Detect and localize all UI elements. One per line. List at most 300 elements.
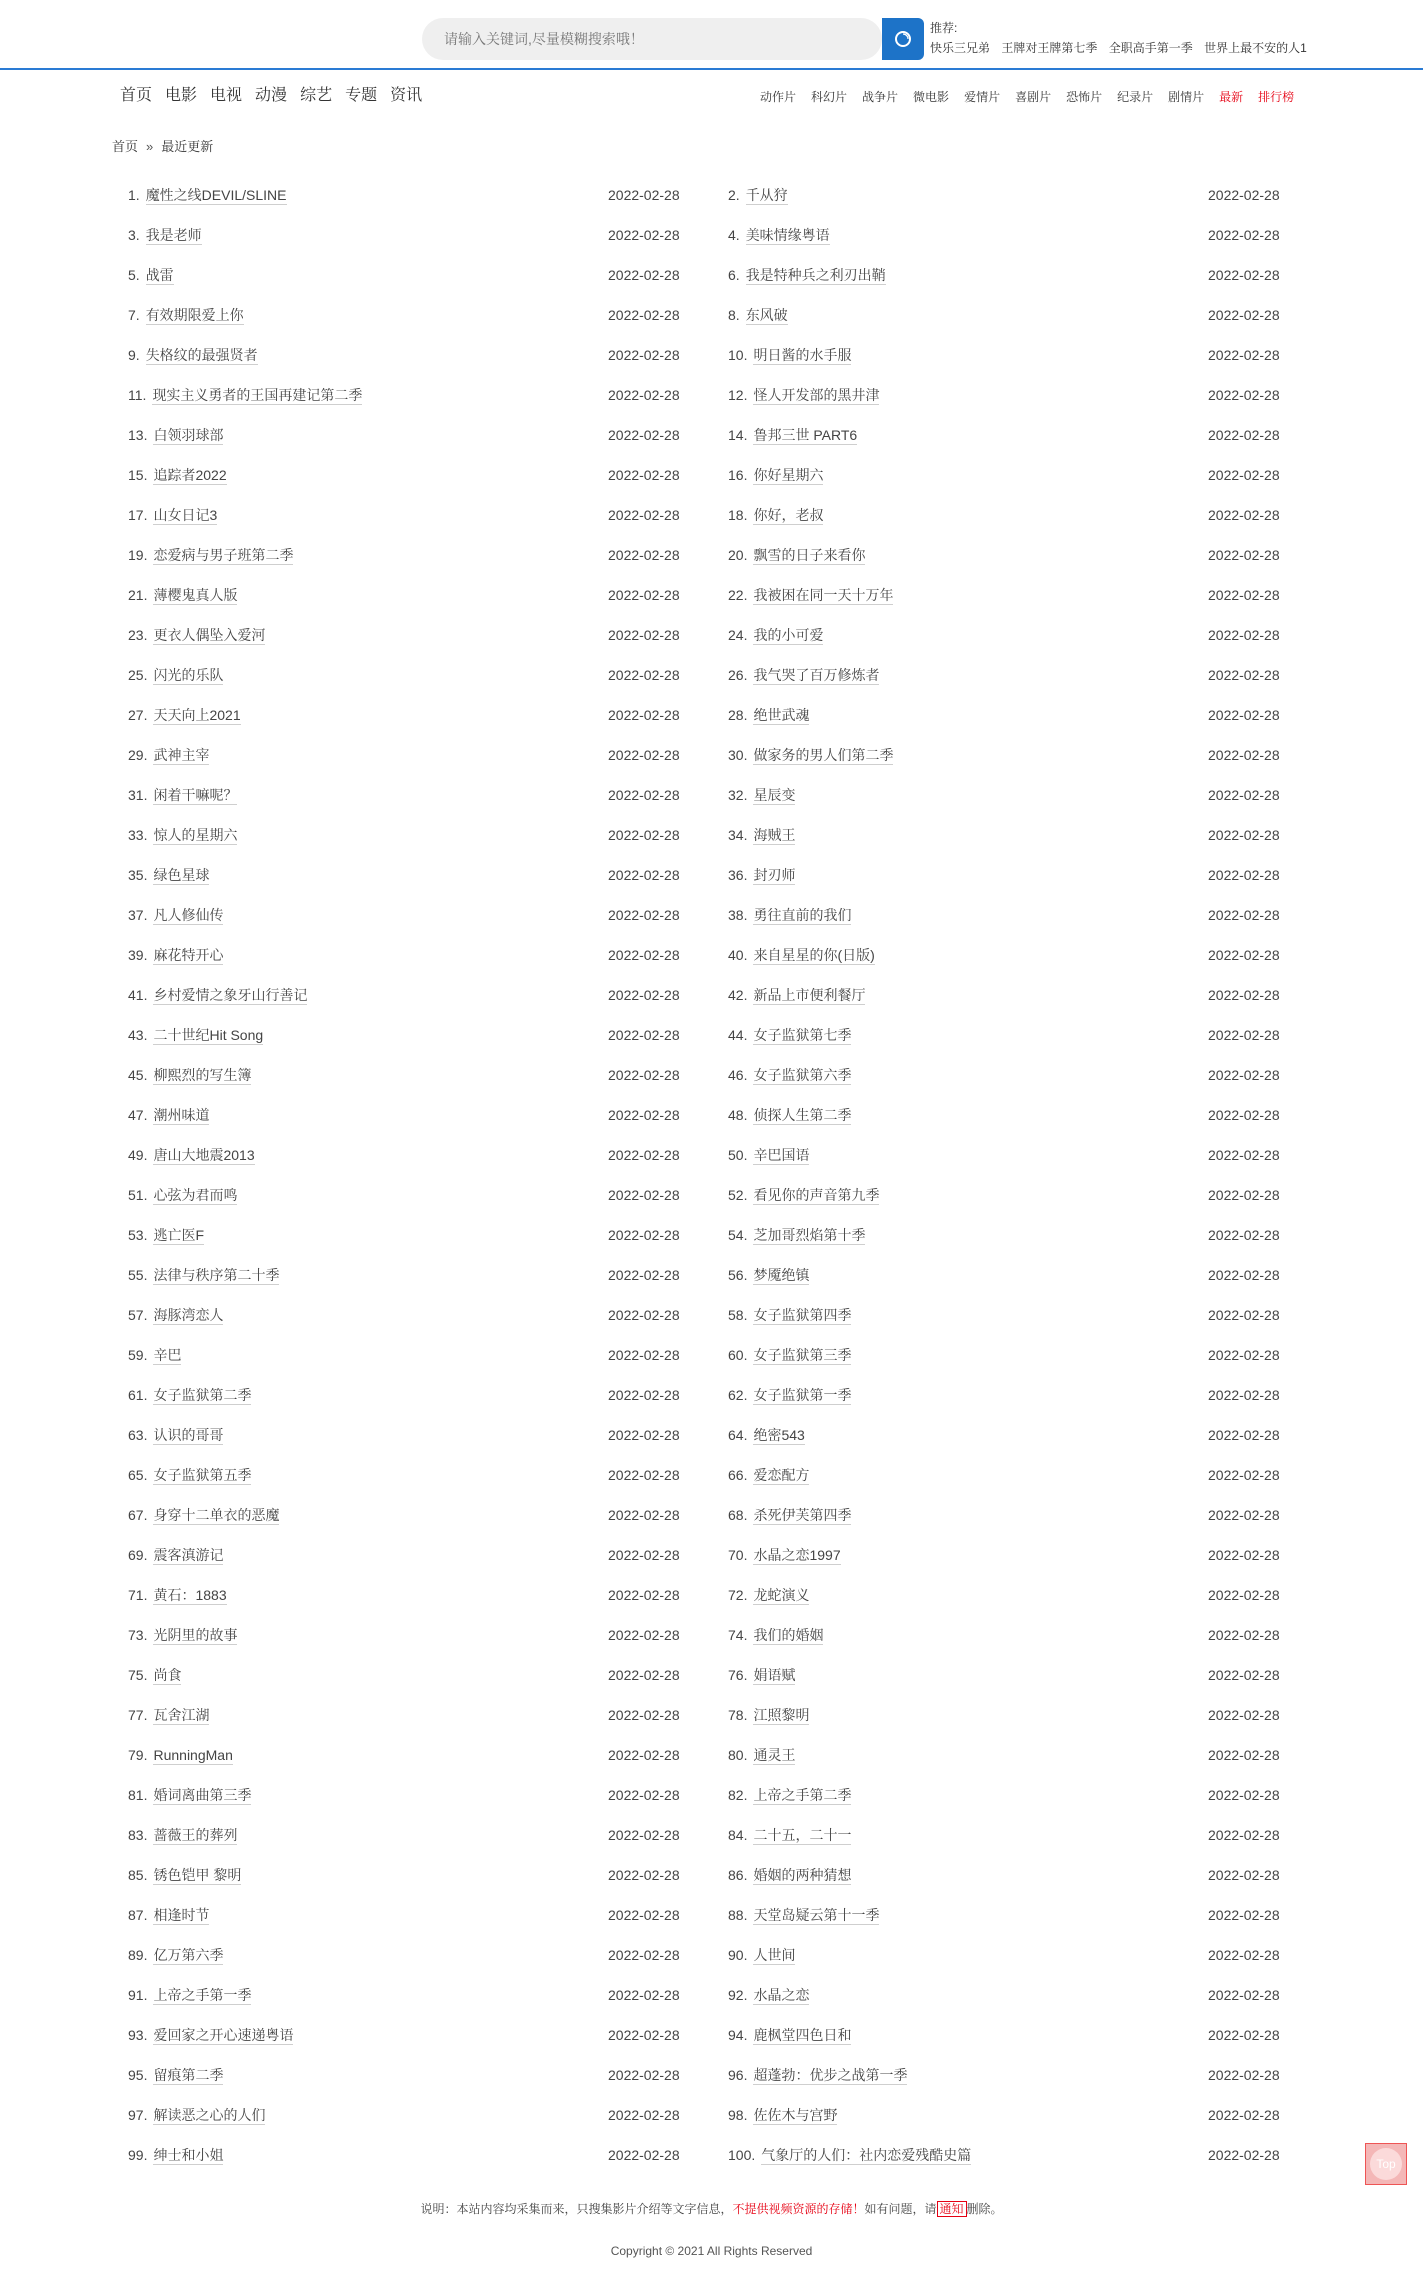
- item-date: 2022-02-28: [608, 1587, 680, 1603]
- item-title-link[interactable]: 凡人修仙传: [153, 906, 224, 923]
- list-item: [728, 1575, 1288, 1615]
- item-title-link[interactable]: 有效期限爱上你: [145, 306, 244, 323]
- list-item: [128, 455, 728, 495]
- item-title-link[interactable]: 失格纹的最强贤者: [145, 346, 258, 363]
- item-title-link[interactable]: 黄石：1883: [153, 1586, 227, 1603]
- item-number: 69.: [128, 1547, 148, 1563]
- item-title-link[interactable]: 绝世武魂: [753, 706, 810, 723]
- item-title-link[interactable]: 明日酱的水手服: [753, 346, 852, 363]
- item-title-link[interactable]: 麻花特开心: [153, 946, 224, 963]
- hot-link[interactable]: 全职高手第一季: [1108, 41, 1193, 55]
- item-number: 58.: [728, 1307, 748, 1323]
- hot-recommend: [930, 18, 1315, 58]
- item-title-link[interactable]: 看见你的声音第九季: [753, 1186, 880, 1203]
- item-title-link[interactable]: 女子监狱第一季: [753, 1386, 852, 1403]
- item-title-link[interactable]: 鲁邦三世 PART6: [753, 426, 858, 443]
- list-item: [128, 1375, 728, 1415]
- item-title-link[interactable]: 更衣人偶坠入爱河: [153, 626, 266, 643]
- item-number: 56.: [728, 1267, 748, 1283]
- item-number: 89.: [128, 1947, 148, 1963]
- list-item: [128, 735, 728, 775]
- cat-latest[interactable]: 最新: [1219, 90, 1244, 104]
- footer-note-text: 说明：本站内容均采集而来，只搜集影片介绍等文字信息，: [420, 2202, 733, 2216]
- item-date: 2022-02-28: [608, 2107, 680, 2123]
- item-number: 90.: [728, 1947, 748, 1963]
- cat-ranking[interactable]: 排行榜: [1258, 90, 1295, 104]
- item-date: 2022-02-28: [1208, 387, 1280, 403]
- item-number: 72.: [728, 1587, 748, 1603]
- item-title-link[interactable]: 你好，老叔: [753, 506, 824, 523]
- list-item: [728, 1855, 1288, 1895]
- cat-war[interactable]: 战争片: [862, 90, 899, 104]
- item-date: 2022-02-28: [608, 827, 680, 843]
- item-title-link[interactable]: 白领羽球部: [153, 426, 224, 443]
- item-number: 46.: [728, 1067, 748, 1083]
- item-date: 2022-02-28: [608, 867, 680, 883]
- item-title-link[interactable]: 山女日记3: [153, 506, 218, 523]
- item-title-link[interactable]: 心弦为君而鸣: [153, 1186, 238, 1203]
- list-item: [728, 1615, 1288, 1655]
- list-item: [728, 1495, 1288, 1535]
- item-title-link[interactable]: 水晶之恋: [753, 1986, 810, 2003]
- main-nav: [120, 82, 435, 110]
- item-title-link[interactable]: 闲着干嘛呢？: [153, 786, 238, 803]
- item-title-link[interactable]: 现实主义勇者的王国再建记第二季: [152, 386, 363, 403]
- list-item: [128, 1175, 728, 1215]
- item-title-link[interactable]: 绿色星球: [153, 866, 210, 883]
- item-number: 80.: [728, 1747, 748, 1763]
- item-number: 45.: [128, 1067, 148, 1083]
- list-item: [728, 1815, 1288, 1855]
- item-title-link[interactable]: 辛巴国语: [753, 1146, 810, 1163]
- item-date: 2022-02-28: [608, 1747, 680, 1763]
- item-date: 2022-02-28: [608, 1387, 680, 1403]
- item-title-link[interactable]: 辛巴: [153, 1346, 182, 1363]
- item-number: 43.: [128, 1027, 148, 1043]
- item-date: 2022-02-28: [1208, 1347, 1280, 1363]
- list-item: [728, 975, 1288, 1015]
- nav-movie[interactable]: 电影: [165, 87, 198, 104]
- list-item: [128, 415, 728, 455]
- item-number: 22.: [728, 587, 748, 603]
- item-title-link[interactable]: 女子监狱第二季: [153, 1386, 252, 1403]
- cat-drama[interactable]: 剧情片: [1168, 90, 1205, 104]
- item-title-link[interactable]: 追踪者2022: [153, 466, 227, 483]
- list-item: [728, 175, 1288, 215]
- item-title-link[interactable]: 鹿枫堂四色日和: [753, 2026, 852, 2043]
- item-number: 2.: [728, 187, 740, 203]
- item-number: 4.: [728, 227, 740, 243]
- item-date: 2022-02-28: [608, 907, 680, 923]
- item-title-link[interactable]: 娟语赋: [753, 1666, 796, 1683]
- cat-action[interactable]: 动作片: [760, 90, 797, 104]
- breadcrumb-current: 最近更新: [161, 139, 214, 154]
- item-number: 6.: [728, 267, 740, 283]
- item-title-link[interactable]: 潮州味道: [153, 1106, 210, 1123]
- item-number: 27.: [128, 707, 148, 723]
- item-title-link[interactable]: 我的小可爱: [753, 626, 824, 643]
- item-number: 15.: [128, 467, 148, 483]
- breadcrumb-home[interactable]: 首页: [112, 139, 139, 154]
- item-title-link[interactable]: 江照黎明: [753, 1706, 810, 1723]
- item-title-link[interactable]: 魔性之线DEVIL/SLINE: [145, 186, 287, 203]
- item-title-link[interactable]: 做家务的男人们第二季: [753, 746, 894, 763]
- item-title-link[interactable]: 留痕第二季: [153, 2066, 224, 2083]
- item-date: 2022-02-28: [1208, 1387, 1280, 1403]
- item-date: 2022-02-28: [608, 787, 680, 803]
- category-nav: [760, 88, 1294, 106]
- list-item: [128, 1415, 728, 1455]
- item-date: 2022-02-28: [608, 1667, 680, 1683]
- item-date: 2022-02-28: [608, 347, 680, 363]
- item-number: 24.: [728, 627, 748, 643]
- item-title-link[interactable]: 千从狩: [745, 186, 788, 203]
- item-number: 23.: [128, 627, 148, 643]
- item-title-link[interactable]: 恋爱病与男子班第二季: [153, 546, 294, 563]
- item-date: 2022-02-28: [608, 467, 680, 483]
- item-date: 2022-02-28: [608, 1347, 680, 1363]
- item-title-link[interactable]: 我被困在同一天十万年: [753, 586, 894, 603]
- list-item: [128, 535, 728, 575]
- item-date: 2022-02-28: [608, 1787, 680, 1803]
- item-number: 70.: [728, 1547, 748, 1563]
- hot-link[interactable]: 王牌对王牌第七季: [1001, 41, 1098, 55]
- item-date: 2022-02-28: [608, 1027, 680, 1043]
- list-item: [728, 2095, 1288, 2135]
- item-title-link[interactable]: 你好星期六: [753, 466, 824, 483]
- item-number: 84.: [728, 1827, 748, 1843]
- list-item: [128, 575, 728, 615]
- item-title-link[interactable]: 人世间: [753, 1946, 796, 1963]
- item-date: 2022-02-28: [608, 387, 680, 403]
- item-title-link[interactable]: 通灵王: [753, 1746, 796, 1763]
- list-item: [128, 215, 728, 255]
- item-title-link[interactable]: 闪光的乐队: [153, 666, 224, 683]
- item-title-link[interactable]: 佐佐木与宫野: [753, 2106, 838, 2123]
- item-title-link[interactable]: 绅士和小姐: [153, 2146, 224, 2163]
- item-date: 2022-02-28: [608, 2027, 680, 2043]
- item-title-link[interactable]: 侦探人生第二季: [753, 1106, 852, 1123]
- item-title-link[interactable]: RunningMan: [153, 1746, 233, 1763]
- item-date: 2022-02-28: [1208, 267, 1280, 283]
- nav-anime[interactable]: 动漫: [255, 87, 288, 104]
- list-item: [128, 1775, 728, 1815]
- item-title-link[interactable]: 柳熙烈的写生簿: [153, 1066, 252, 1083]
- item-date: 2022-02-28: [1208, 547, 1280, 563]
- list-item: [728, 1535, 1288, 1575]
- list-item: [128, 895, 728, 935]
- list-item: [128, 2055, 728, 2095]
- cat-comedy[interactable]: 喜剧片: [1015, 90, 1052, 104]
- item-number: 35.: [128, 867, 148, 883]
- item-date: 2022-02-28: [1208, 907, 1280, 923]
- cat-horror[interactable]: 恐怖片: [1066, 90, 1103, 104]
- list-item: [128, 2095, 728, 2135]
- item-title-link[interactable]: 身穿十二单衣的恶魔: [153, 1506, 280, 1523]
- item-number: 33.: [128, 827, 148, 843]
- list-item: [728, 1975, 1288, 2015]
- item-title-link[interactable]: 我是特种兵之利刃出鞘: [745, 266, 886, 283]
- list-item: [728, 1935, 1288, 1975]
- item-number: 93.: [128, 2027, 148, 2043]
- item-title-link[interactable]: 光阴里的故事: [153, 1626, 238, 1643]
- list-item: [128, 1855, 728, 1895]
- item-number: 47.: [128, 1107, 148, 1123]
- item-title-link[interactable]: 来自星星的你(日版): [753, 946, 875, 963]
- item-number: 59.: [128, 1347, 148, 1363]
- item-date: 2022-02-28: [1208, 947, 1280, 963]
- item-date: 2022-02-28: [1208, 2067, 1280, 2083]
- item-number: 39.: [128, 947, 148, 963]
- item-number: 75.: [128, 1667, 148, 1683]
- item-title-link[interactable]: 封刃师: [753, 866, 796, 883]
- list-item: [728, 1095, 1288, 1135]
- item-title-link[interactable]: 爱恋配方: [753, 1466, 810, 1483]
- item-title-link[interactable]: 二十五，二十一: [753, 1826, 852, 1843]
- item-number: 14.: [728, 427, 748, 443]
- item-title-link[interactable]: 我是老师: [145, 226, 202, 243]
- item-number: 88.: [728, 1907, 748, 1923]
- item-title-link[interactable]: 我们的婚姻: [753, 1626, 824, 1643]
- nav-home[interactable]: 首页: [120, 87, 153, 104]
- list-item: [128, 175, 728, 215]
- notify-link[interactable]: 通知: [937, 2201, 967, 2217]
- item-title-link[interactable]: 锈色铠甲 黎明: [153, 1866, 242, 1883]
- item-date: 2022-02-28: [608, 587, 680, 603]
- item-date: 2022-02-28: [608, 667, 680, 683]
- item-date: 2022-02-28: [1208, 587, 1280, 603]
- item-title-link[interactable]: 唐山大地震2013: [153, 1146, 255, 1163]
- list-item: [128, 1815, 728, 1855]
- item-title-link[interactable]: 气象厅的人们：社内恋爱残酷史篇: [761, 2146, 972, 2163]
- list-item: [728, 855, 1288, 895]
- item-number: 44.: [728, 1027, 748, 1043]
- list-item: [728, 2055, 1288, 2095]
- item-date: 2022-02-28: [608, 1067, 680, 1083]
- item-title-link[interactable]: 婚姻的两种猜想: [753, 1866, 852, 1883]
- item-title-link[interactable]: 杀死伊芙第四季: [753, 1506, 852, 1523]
- list-item: [728, 735, 1288, 775]
- item-title-link[interactable]: 薄樱鬼真人版: [153, 586, 238, 603]
- item-title-link[interactable]: 天堂岛疑云第十一季: [753, 1906, 880, 1923]
- back-to-top-label: Top: [1370, 2148, 1402, 2180]
- header: [0, 0, 1423, 70]
- item-number: 81.: [128, 1787, 148, 1803]
- nav-topic[interactable]: 专题: [345, 87, 378, 104]
- item-title-link[interactable]: 我气哭了百万修炼者: [753, 666, 880, 683]
- item-date: 2022-02-28: [1208, 1307, 1280, 1323]
- list-item: [728, 1255, 1288, 1295]
- item-date: 2022-02-28: [1208, 1507, 1280, 1523]
- footer-warning: 不提供视频资源的存储！: [732, 2202, 865, 2216]
- item-title-link[interactable]: 逃亡医F: [153, 1226, 205, 1243]
- item-number: 77.: [128, 1707, 148, 1723]
- item-number: 83.: [128, 1827, 148, 1843]
- item-title-link[interactable]: 女子监狱第七季: [753, 1026, 852, 1043]
- list-item: [728, 2135, 1288, 2175]
- item-date: 2022-02-28: [608, 1267, 680, 1283]
- item-title-link[interactable]: 海贼王: [753, 826, 796, 843]
- item-date: 2022-02-28: [608, 1147, 680, 1163]
- item-title-link[interactable]: 婚词离曲第三季: [153, 1786, 252, 1803]
- item-date: 2022-02-28: [608, 307, 680, 323]
- item-title-link[interactable]: 怪人开发部的黑井津: [753, 386, 880, 403]
- list-item: [728, 2015, 1288, 2055]
- item-title-link[interactable]: 美味情缘粤语: [745, 226, 830, 243]
- breadcrumb: [112, 136, 213, 155]
- item-title-link[interactable]: 水晶之恋1997: [753, 1546, 841, 1563]
- search-button[interactable]: [882, 18, 924, 60]
- item-title-link[interactable]: 芝加哥烈焰第十季: [753, 1226, 866, 1243]
- list-item: [128, 1695, 728, 1735]
- back-to-top-button[interactable]: [1365, 2143, 1407, 2185]
- item-date: 2022-02-28: [1208, 1067, 1280, 1083]
- item-title-link[interactable]: 亿万第六季: [153, 1946, 224, 1963]
- list-item: [128, 1095, 728, 1135]
- item-number: 57.: [128, 1307, 148, 1323]
- item-date: 2022-02-28: [1208, 1707, 1280, 1723]
- item-title-link[interactable]: 女子监狱第四季: [753, 1306, 852, 1323]
- item-title-link[interactable]: 战雷: [145, 266, 174, 283]
- item-date: 2022-02-28: [608, 1827, 680, 1843]
- item-date: 2022-02-28: [1208, 2027, 1280, 2043]
- item-number: 38.: [728, 907, 748, 923]
- item-date: 2022-02-28: [1208, 787, 1280, 803]
- item-title-link[interactable]: 乡村爱情之象牙山行善记: [153, 986, 308, 1003]
- list-item: [728, 1015, 1288, 1055]
- list-item: [728, 1335, 1288, 1375]
- item-date: 2022-02-28: [608, 627, 680, 643]
- item-title-link[interactable]: 新品上市便利餐厅: [753, 986, 866, 1003]
- item-title-link[interactable]: 天天向上2021: [153, 706, 241, 723]
- item-title-link[interactable]: 女子监狱第三季: [753, 1346, 852, 1363]
- cat-documentary[interactable]: 纪录片: [1117, 90, 1154, 104]
- item-title-link[interactable]: 二十世纪Hit Song: [153, 1026, 264, 1043]
- list-item: [728, 1895, 1288, 1935]
- cat-micro[interactable]: 微电影: [913, 90, 950, 104]
- list-item: [128, 1975, 728, 2015]
- item-title-link[interactable]: 相逢时节: [153, 1906, 210, 1923]
- item-date: 2022-02-28: [1208, 1587, 1280, 1603]
- list-item: [728, 1455, 1288, 1495]
- list-item: [128, 775, 728, 815]
- list-item: [128, 2015, 728, 2055]
- item-date: 2022-02-28: [1208, 827, 1280, 843]
- cat-romance[interactable]: 爱情片: [964, 90, 1001, 104]
- item-title-link[interactable]: 武神主宰: [153, 746, 210, 763]
- item-number: 74.: [728, 1627, 748, 1643]
- item-title-link[interactable]: 认识的哥哥: [153, 1426, 224, 1443]
- list-item: [128, 615, 728, 655]
- hot-title: 推荐:: [930, 21, 958, 35]
- item-date: 2022-02-28: [608, 427, 680, 443]
- nav-news[interactable]: 资讯: [390, 87, 423, 104]
- item-number: 34.: [728, 827, 748, 843]
- item-date: 2022-02-28: [608, 1227, 680, 1243]
- nav-tv[interactable]: 电视: [210, 87, 243, 104]
- item-title-link[interactable]: 蔷薇王的葬列: [153, 1826, 238, 1843]
- item-number: 55.: [128, 1267, 148, 1283]
- list-item: [728, 1135, 1288, 1175]
- list-item: [128, 1015, 728, 1055]
- item-title-link[interactable]: 星辰变: [753, 786, 796, 803]
- item-date: 2022-02-28: [608, 267, 680, 283]
- list-item: [728, 1215, 1288, 1255]
- item-title-link[interactable]: 爱回家之开心速递粤语: [153, 2026, 294, 2043]
- nav-variety[interactable]: 综艺: [300, 87, 333, 104]
- item-title-link[interactable]: 勇往直前的我们: [753, 906, 852, 923]
- item-title-link[interactable]: 飘雪的日子来看你: [753, 546, 866, 563]
- list-item: [728, 495, 1288, 535]
- cat-scifi[interactable]: 科幻片: [811, 90, 848, 104]
- list-item: [728, 1655, 1288, 1695]
- list-item: [728, 215, 1288, 255]
- list-item: [728, 1775, 1288, 1815]
- item-title-link[interactable]: 上帝之手第一季: [153, 1986, 252, 2003]
- item-date: 2022-02-28: [1208, 627, 1280, 643]
- item-title-link[interactable]: 上帝之手第二季: [753, 1786, 852, 1803]
- update-list: [128, 175, 1288, 2175]
- list-item: [728, 1295, 1288, 1335]
- item-title-link[interactable]: 海豚湾恋人: [153, 1306, 224, 1323]
- list-item: [728, 375, 1288, 415]
- item-title-link[interactable]: 龙蛇演义: [753, 1586, 810, 1603]
- item-date: 2022-02-28: [1208, 1227, 1280, 1243]
- item-date: 2022-02-28: [1208, 1147, 1280, 1163]
- item-number: 40.: [728, 947, 748, 963]
- item-number: 100.: [728, 2147, 756, 2163]
- item-date: 2022-02-28: [608, 1307, 680, 1323]
- item-title-link[interactable]: 东风破: [745, 306, 788, 323]
- item-title-link[interactable]: 法律与秩序第二十季: [153, 1266, 280, 1283]
- item-title-link[interactable]: 女子监狱第五季: [153, 1466, 252, 1483]
- item-number: 73.: [128, 1627, 148, 1643]
- item-date: 2022-02-28: [1208, 2107, 1280, 2123]
- item-number: 28.: [728, 707, 748, 723]
- hot-link[interactable]: 世界上最不安的人1: [1204, 41, 1307, 55]
- item-number: 92.: [728, 1987, 748, 2003]
- item-number: 8.: [728, 307, 740, 323]
- item-title-link[interactable]: 解读恶之心的人们: [153, 2106, 266, 2123]
- item-date: 2022-02-28: [1208, 1827, 1280, 1843]
- item-number: 32.: [728, 787, 748, 803]
- item-number: 20.: [728, 547, 748, 563]
- item-title-link[interactable]: 女子监狱第六季: [753, 1066, 852, 1083]
- list-item: [728, 895, 1288, 935]
- item-date: 2022-02-28: [1208, 347, 1280, 363]
- search-input[interactable]: [444, 18, 844, 60]
- item-date: 2022-02-28: [608, 1707, 680, 1723]
- list-item: [728, 1695, 1288, 1735]
- list-item: [128, 1295, 728, 1335]
- item-date: 2022-02-28: [1208, 1987, 1280, 2003]
- hot-link[interactable]: 快乐三兄弟: [930, 41, 991, 55]
- item-title-link[interactable]: 超蓬勃：优步之战第一季: [753, 2066, 908, 2083]
- item-date: 2022-02-28: [1208, 1627, 1280, 1643]
- item-number: 64.: [728, 1427, 748, 1443]
- item-number: 78.: [728, 1707, 748, 1723]
- item-number: 31.: [128, 787, 148, 803]
- list-item: [128, 1255, 728, 1295]
- item-title-link[interactable]: 瓦舍江湖: [153, 1706, 210, 1723]
- item-title-link[interactable]: 震客滇游记: [153, 1546, 224, 1563]
- item-title-link[interactable]: 梦魇绝镇: [753, 1266, 810, 1283]
- item-title-link[interactable]: 惊人的星期六: [153, 826, 238, 843]
- item-number: 96.: [728, 2067, 748, 2083]
- item-title-link[interactable]: 尚食: [153, 1666, 182, 1683]
- item-title-link[interactable]: 绝密543: [753, 1426, 805, 1443]
- list-item: [728, 455, 1288, 495]
